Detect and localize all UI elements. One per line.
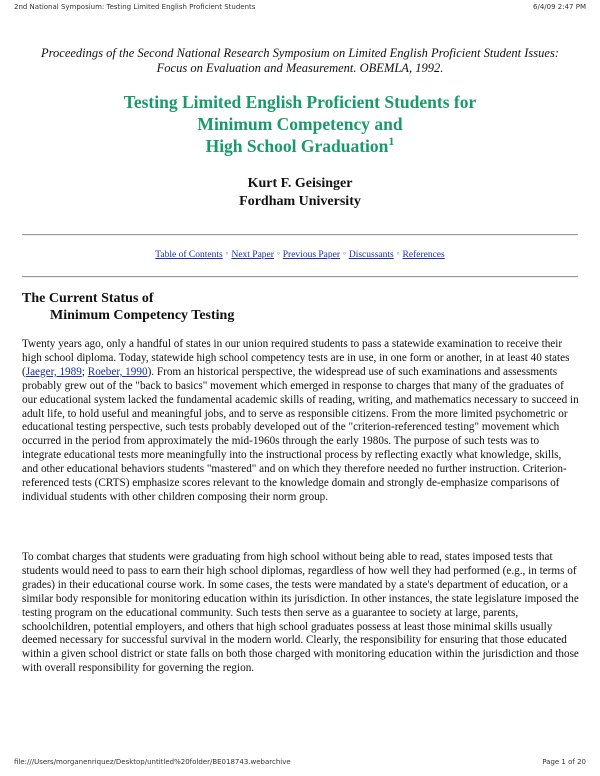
- nav-link-previous-paper[interactable]: Previous Paper: [282, 250, 341, 260]
- title-line-3-text: High School Graduation: [205, 136, 389, 156]
- author-name: Kurt F. Geisinger: [247, 176, 353, 191]
- divider-top: [22, 234, 578, 236]
- paper-nav: [20, 250, 580, 260]
- citation-link-jaeger[interactable]: Jaeger, 1989: [25, 365, 82, 378]
- body-paragraph-1: [22, 338, 580, 505]
- nav-link-toc[interactable]: Table of Contents: [155, 250, 223, 260]
- print-footer-path: file:///Users/morganenriquez/Desktop/untitled%20folder/BE018743.webarchive: [14, 758, 291, 766]
- section-heading-line-1: The Current Status of: [22, 291, 154, 306]
- author-affiliation: Fordham University: [239, 194, 361, 209]
- title-footnote-link[interactable]: 1: [388, 134, 395, 149]
- nav-separator: °: [396, 251, 400, 259]
- author-block: [20, 175, 580, 211]
- paper-title: [20, 91, 580, 157]
- paragraph-1-text-start: Twenty years ago, only a handful of states in our union required students to pass a statewide examination to receive their high school diploma. Today, statewide high school competency tests are in use, in one form or another, in at least 40 states (: [22, 338, 570, 378]
- proceedings-citation: [20, 46, 580, 76]
- title-line-3: [20, 135, 580, 157]
- body-paragraph-2: To combat charges that students were graduating from high school without being able to read, states imposed tests that students would need to pass to earn their high school diplomas, regardless of how well they had performed (e.g., in terms of grades) in their educational course work. In some cases, the tests were mandated by a state's department of education, or a similar body responsible for monitoring education within its jurisdiction. In other instances, the state legislature imposed the testing program on the educational community. Such tests then serve as a guarantee to society at large, parents, schoolchildren, potential employers, and others that high school graduates possess at least those minimal skills usually deemed necessary for successful survival in the modern world. Clearly, the responsibility for ensuring that those educated within a given school district or state falls on both those charged with monitoring education within the jurisdiction and those with overall responsibility for governing the region.: [22, 551, 579, 675]
- paragraph-1-text-end: ). From an historical perspective, the widespread use of such examinations and assessments probably grew out of the "back to basics" movement which emerged in response to charges that many of the graduates of our educational system lacked the fundamental academic skills of reading, writing, and mathematics necessary to succeed in adult life, to hold useful and meaningful jobs, and to serve as responsible citizens. From the more limited psychometric or educational testing perspective, such tests probably developed out of the "criterion-referenced testing" movement which occurred in the period from approximately the mid-1960s through the early 1980s. The purpose of such tests was to integrate educational tests more meaningfully into the instructional process by reflecting exactly what knowledge, skills, and other educational behaviors students "mastered" and on which they therefore needed no further instruction. Criterion- referenced tests (CRTS) emphasize scores relevant to the knowledge domain and strongly de-emphasize comparisons of individual students with other children composing their norm group.: [22, 365, 579, 503]
- nav-separator: °: [225, 251, 229, 259]
- print-footer-page-number: Page 1 of 20: [542, 758, 586, 766]
- nav-separator: °: [276, 251, 280, 259]
- proceedings-line-2: Focus on Evaluation and Measurement. OBEMLA, 1992.: [156, 61, 444, 75]
- citation-separator: ;: [81, 365, 88, 378]
- nav-link-references[interactable]: References: [402, 250, 445, 260]
- nav-separator: °: [343, 251, 346, 259]
- print-header-title: 2nd National Symposium: Testing Limited English Proficient Students: [14, 3, 256, 11]
- section-heading-line-2: Minimum Competency Testing: [50, 308, 235, 323]
- divider-bottom: [22, 276, 578, 278]
- citation-link-roeber[interactable]: Roeber, 1990: [87, 365, 148, 378]
- title-line-2: Minimum Competency and: [197, 114, 403, 134]
- nav-link-next-paper[interactable]: Next Paper: [231, 250, 274, 260]
- title-line-1: Testing Limited English Proficient Students for: [123, 92, 477, 112]
- print-header: [14, 3, 586, 17]
- section-heading: [22, 290, 234, 324]
- proceedings-line-1: Proceedings of the Second National Research Symposium on Limited English Proficient Student Issues:: [41, 46, 559, 60]
- nav-link-discussants[interactable]: Discussants: [348, 250, 394, 260]
- print-footer: [14, 758, 586, 770]
- print-header-datetime: 6/4/09 2:47 PM: [533, 3, 586, 11]
